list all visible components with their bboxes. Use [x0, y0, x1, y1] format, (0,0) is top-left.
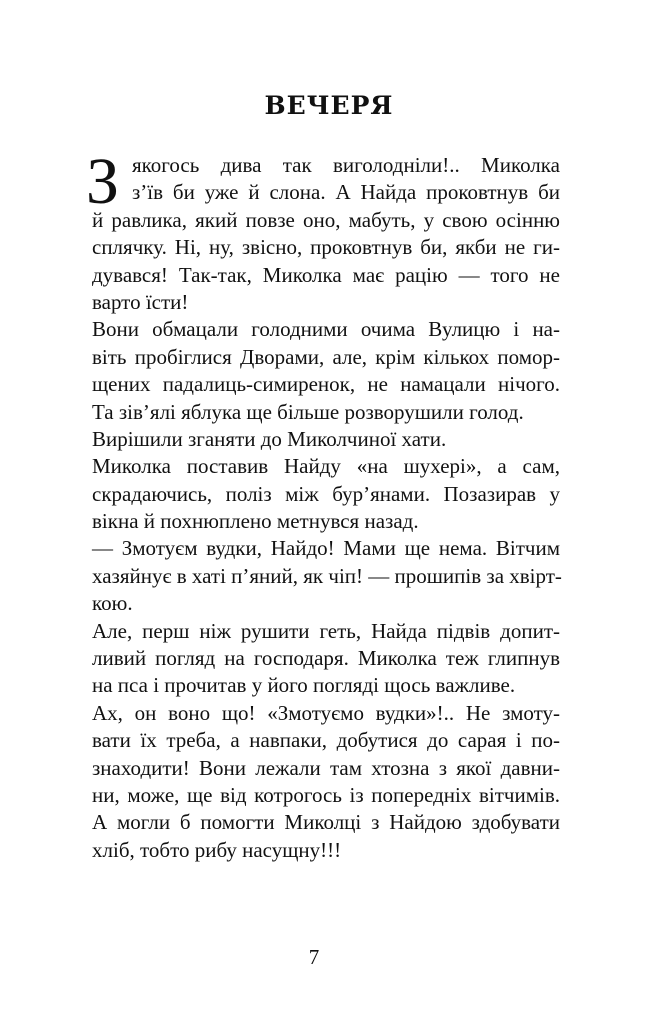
text-line: віть пробіглися Дворами, але, крім кількох помор- — [92, 344, 560, 369]
text-line: хазяйнує в хаті п’яний, як чіп! — прошипів за хвірт- — [92, 563, 562, 588]
text-line: ни, може, ще від котрогось із попередніх вітчимів. — [92, 782, 560, 807]
page-number: 7 — [308, 945, 320, 969]
text-line: ливий погляд на господаря. Миколка теж глипнув — [92, 646, 560, 671]
text-line: вати їх треба, а навпаки, добутися до сарая і по- — [92, 728, 560, 753]
text-line: кою. — [92, 591, 133, 616]
text-line: Вирішили зганяти до Миколчиної хати. — [92, 426, 447, 451]
text-line: Ах, он воно що! «Змотуємо вудки»!.. Не змоту- — [92, 700, 560, 725]
text-line: сплячку. Ні, ну, звісно, проковтнув би, якби не ги- — [92, 235, 560, 260]
text-line: з’їв би уже й слона. А Найда проковтнув би — [132, 180, 560, 205]
text-line: Миколка поставив Найду «на шухері», а сам, — [92, 454, 560, 479]
text-line: скрадаючись, поліз між бур’янами. Позазирав у — [92, 481, 560, 506]
text-line: хліб, тобто рибу насущну!!! — [92, 837, 342, 862]
text-line: щених падалиць-симиренок, не намацали нічого. — [92, 372, 560, 397]
text-line: на пса і прочитав у його погляді щось важливе. — [92, 673, 516, 698]
text-line: варто їсти! — [92, 289, 189, 314]
page-title: ВЕЧЕРЯ — [264, 91, 394, 120]
text-line: знаходити! Вони лежали там хтозна з якої давни- — [92, 755, 560, 780]
drop-cap: З — [86, 145, 120, 218]
text-line: якогось дива так виголодніли!.. Миколка — [132, 153, 560, 177]
text-line: А могли б помогти Миколці з Найдою здобувати — [92, 810, 560, 835]
text-line: Та зів’ялі яблука ще більше розворушили голод. — [92, 399, 524, 424]
text-line: дувався! Так-так, Миколка має рацію — того не — [92, 262, 560, 287]
story-text — [86, 145, 562, 864]
text-line: вікна й похнюплено метнувся назад. — [92, 509, 419, 534]
text-line: Вони обмацали голодними очима Вулицю і на- — [92, 317, 560, 342]
text-line: й равлика, який повзе оно, мабуть, у свою осінню — [92, 207, 560, 232]
text-line: — Змотуєм вудки, Найдо! Мами ще нема. Вітчим — [92, 536, 560, 561]
text-line: Але, перш ніж рушити геть, Найда підвів допит- — [92, 618, 560, 643]
